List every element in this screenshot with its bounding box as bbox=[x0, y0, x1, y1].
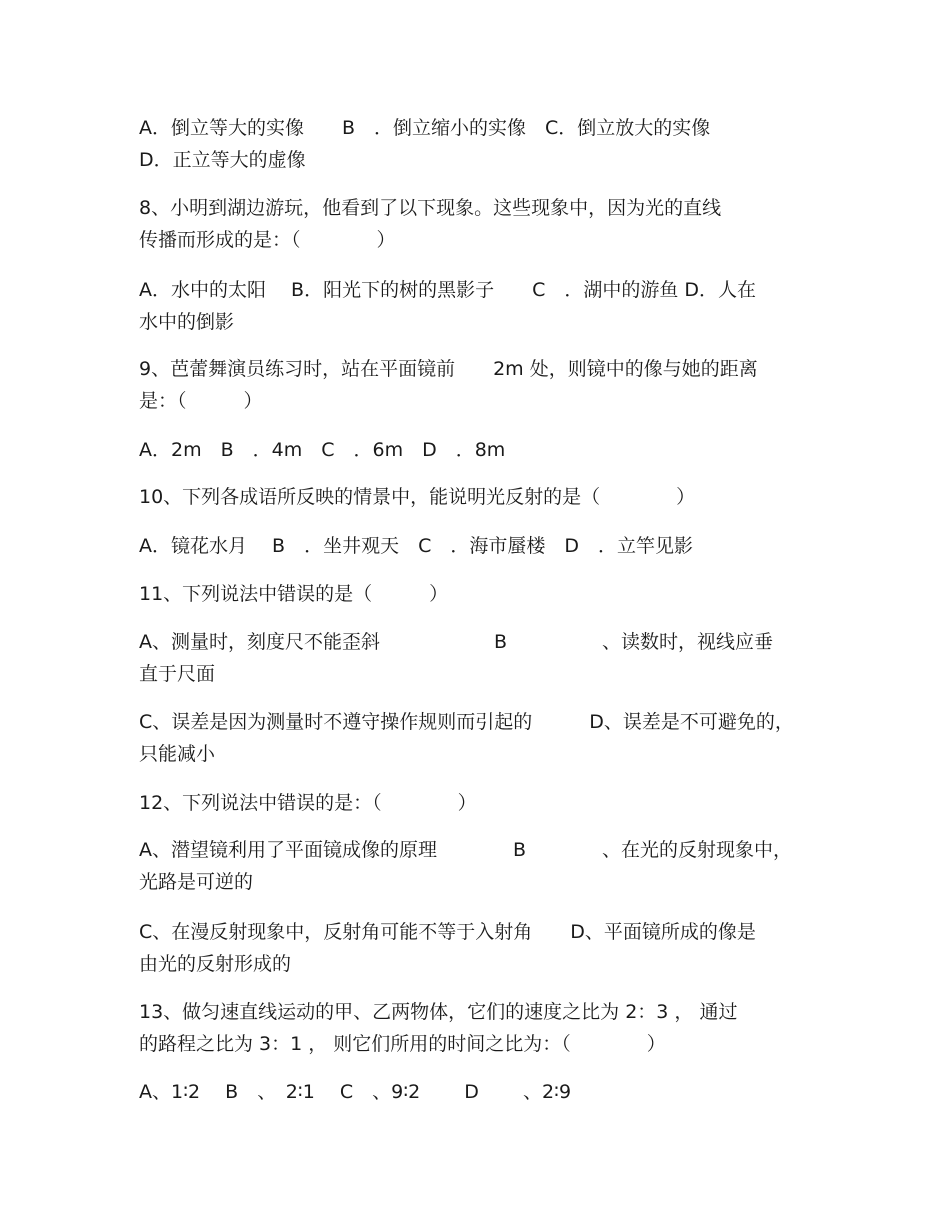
q9-options-line-1: A．2m B ．4m C ．6m D ．8m bbox=[139, 439, 506, 461]
q10-options-line-1: A．镜花水月 B ．坐井观天 C ．海市蜃楼 D ．立竿见影 bbox=[139, 535, 693, 557]
q12-stem bbox=[139, 787, 839, 819]
q12-options-line-1: A、潜望镜利用了平面镜成像的原理 B 、在光的反射现象中， bbox=[139, 839, 793, 861]
q12-options-line-4: 由光的反射形成的 bbox=[139, 953, 292, 975]
q11-options-ab bbox=[139, 626, 839, 690]
q13-stem bbox=[139, 996, 839, 1060]
q12-options-cd bbox=[139, 916, 839, 980]
q7-options-line-2: D．正立等大的虚像 bbox=[139, 149, 306, 171]
q12-options-line-3: C、在漫反射现象中，反射角可能不等于入射角 D、平面镜所成的像是 bbox=[139, 921, 756, 943]
q11-options-line-1: A、测量时，刻度尺不能歪斜 B 、读数时，视线应垂 bbox=[139, 631, 774, 653]
q9-stem-line-2: 是：（ ） bbox=[139, 390, 263, 412]
q11-stem-line-1: 11、下列说法中错误的是（ ） bbox=[139, 583, 449, 605]
q8-stem-line-2: 传播而形成的是：（ ） bbox=[139, 229, 396, 251]
q8-options bbox=[139, 274, 839, 338]
q10-stem bbox=[139, 481, 839, 513]
q10-stem-line-1: 10、下列各成语所反映的情景中，能说明光反射的是（ ） bbox=[139, 486, 696, 508]
q8-options-line-1: A．水中的太阳 B．阳光下的树的黑影子 C ．湖中的游鱼 D．人在 bbox=[139, 279, 757, 301]
q7-options bbox=[139, 112, 839, 176]
q11-options-line-3: C、误差是因为测量时不遵守操作规则而引起的 D、误差是不可避免的， bbox=[139, 711, 794, 733]
q11-options-cd bbox=[139, 706, 839, 770]
q8-options-line-2: 水中的倒影 bbox=[139, 311, 235, 333]
q13-stem-line-2: 的路程之比为 3：1 ， 则它们所用的时间之比为：（ ） bbox=[139, 1033, 666, 1055]
q12-options-ab bbox=[139, 834, 839, 898]
q13-options bbox=[139, 1076, 839, 1108]
q11-options-line-4: 只能减小 bbox=[139, 743, 216, 765]
q9-stem bbox=[139, 353, 839, 417]
q9-options bbox=[139, 434, 839, 466]
q13-stem-line-1: 13、做匀速直线运动的甲、乙两物体，它们的速度之比为 2：3 ， 通过 bbox=[139, 1001, 738, 1023]
q10-options bbox=[139, 530, 839, 562]
q7-options-line-1: A．倒立等大的实像 B ．倒立缩小的实像 C．倒立放大的实像 bbox=[139, 117, 711, 139]
q12-options-line-2: 光路是可逆的 bbox=[139, 871, 254, 893]
q11-stem bbox=[139, 578, 839, 610]
q12-stem-line-1: 12、下列说法中错误的是：（ ） bbox=[139, 792, 477, 814]
q9-stem-line-1: 9、芭蕾舞演员练习时，站在平面镜前 2m 处，则镜中的像与她的距离 bbox=[139, 358, 758, 380]
q11-options-line-2: 直于尺面 bbox=[139, 663, 216, 685]
q8-stem-line-1: 8、小明到湖边游玩，他看到了以下现象。这些现象中，因为光的直线 bbox=[139, 197, 722, 219]
q8-stem bbox=[139, 192, 839, 256]
q13-options-line-1: A、1∶2 B 、 2∶1 C 、9∶2 D 、2∶9 bbox=[139, 1081, 572, 1103]
